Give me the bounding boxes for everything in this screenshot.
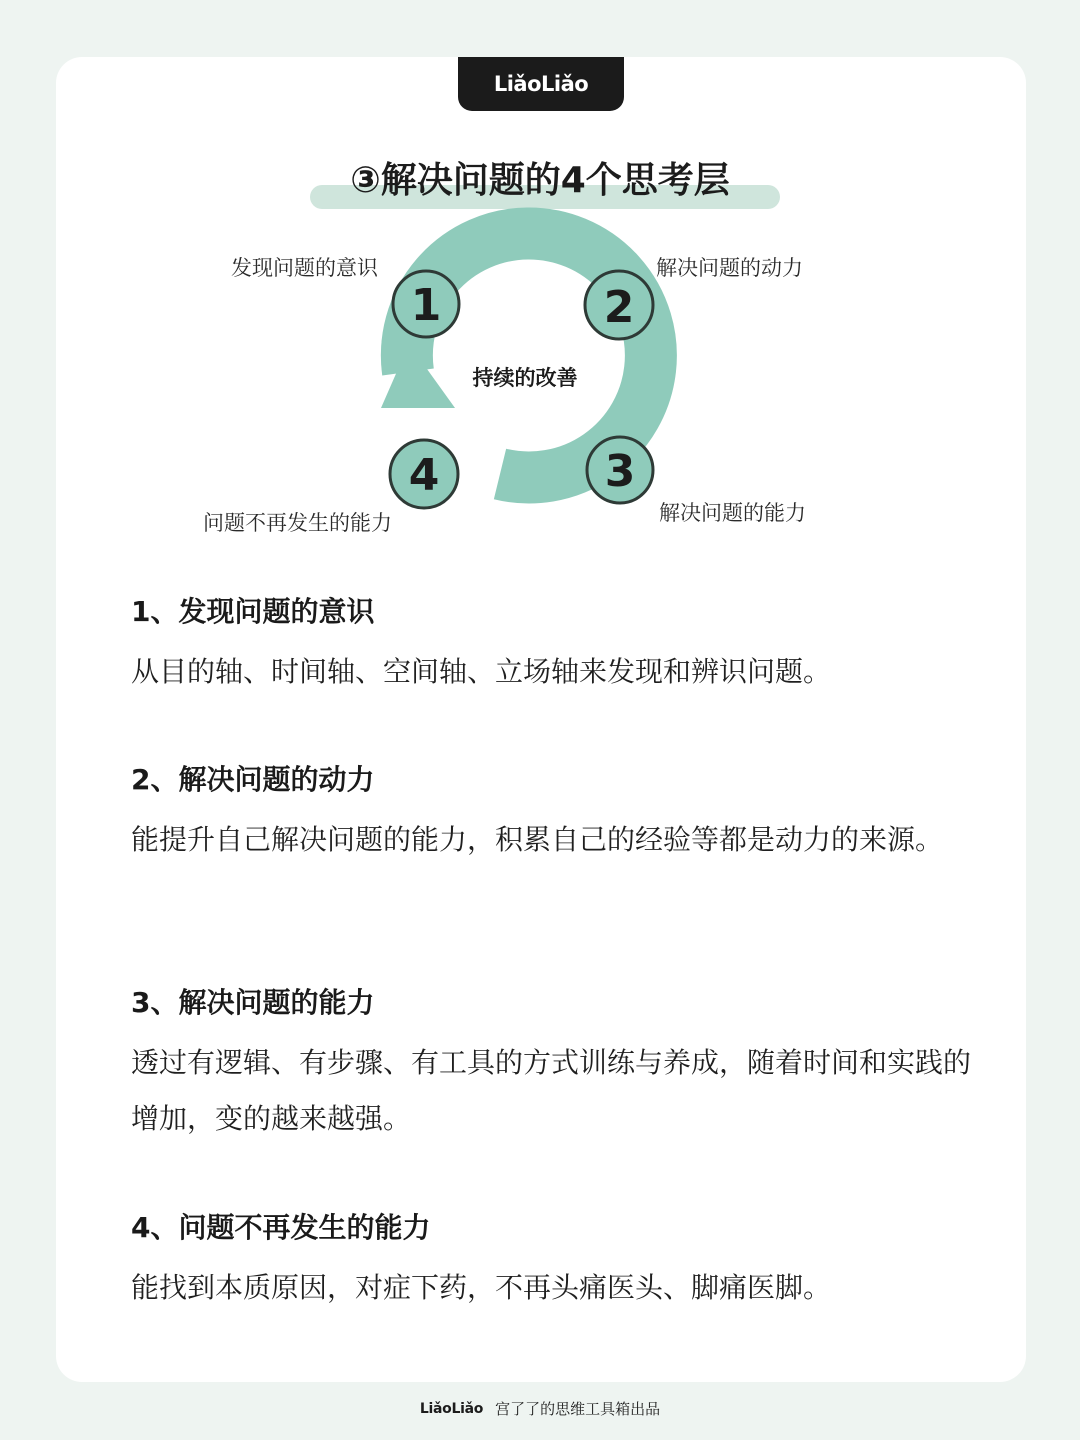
node-label-3: 解决问题的能力 — [659, 501, 806, 525]
section-heading: 4、问题不再发生的能力 — [131, 1211, 431, 1244]
footer — [0, 1398, 1080, 1419]
cycle-diagram — [0, 0, 1080, 560]
node-label-1: 发现问题的意识 — [231, 256, 378, 280]
node-number-3: 3 — [604, 446, 636, 497]
section-1 — [131, 592, 981, 700]
section-2 — [131, 760, 981, 868]
section-body: 能找到本质原因，对症下药，不再头痛医头、脚痛医脚。 — [131, 1271, 832, 1304]
footer-credit: 宫了了的思维工具箱出品 — [495, 1400, 661, 1418]
node-number-2: 2 — [603, 282, 635, 333]
section-body: 能提升自己解决问题的能力，积累自己的经验等都是动力的来源。 — [131, 823, 944, 856]
cycle-ring-graphic — [0, 0, 1080, 560]
section-3 — [131, 983, 981, 1147]
node-number-1: 1 — [410, 280, 442, 331]
section-heading: 3、解决问题的能力 — [131, 986, 375, 1019]
brand-logo: LiǎoLiǎo — [493, 72, 589, 96]
section-heading: 2、解决问题的动力 — [131, 763, 375, 796]
section-body: 透过有逻辑、有步骤、有工具的方式训练与养成，随着时间和实践的增加，变的越来越强。 — [131, 1046, 972, 1135]
section-body: 从目的轴、时间轴、空间轴、立场轴来发现和辨识问题。 — [131, 655, 832, 688]
node-label-2: 解决问题的动力 — [656, 256, 803, 280]
node-number-4: 4 — [408, 450, 440, 501]
center-label: 持续的改善 — [472, 366, 578, 390]
footer-brand-logo: LiǎoLiǎo — [419, 1400, 484, 1417]
section-4 — [131, 1208, 981, 1316]
section-heading: 1、发现问题的意识 — [131, 595, 375, 628]
node-label-4: 问题不再发生的能力 — [203, 511, 392, 535]
page-title: ③解决问题的4个思考层 — [350, 160, 730, 201]
